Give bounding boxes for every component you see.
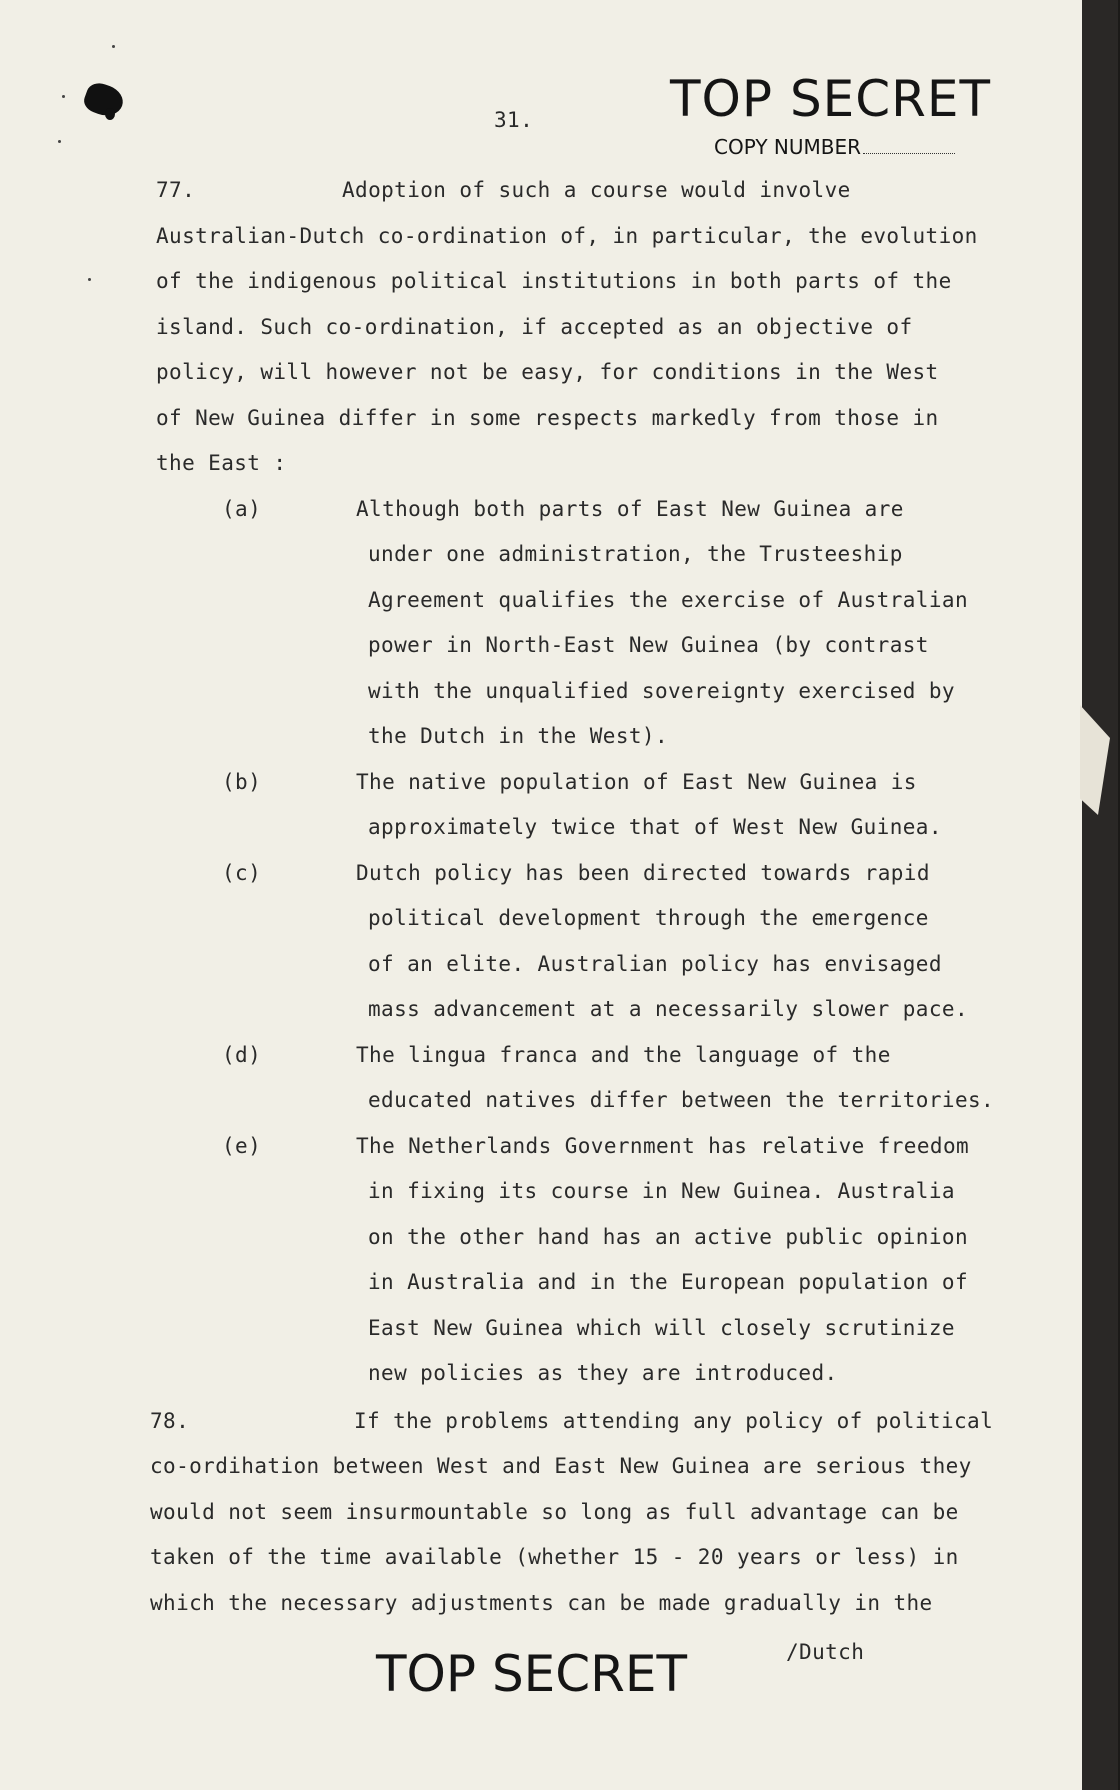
classification-footer: TOP SECRET [376,1645,688,1703]
list-item-line: in fixing its course in New Guinea. Australia [368,1179,955,1203]
paragraph-line: taken of the time available (whether 15 - 20 years or less) in [150,1545,959,1569]
paragraph-line: which the necessary adjustments can be made gradually in the [150,1590,933,1615]
list-item-line: East New Guinea which will closely scrutinize [368,1315,955,1340]
speck-mark [88,278,91,281]
paragraph-line: co-ordihation between West and East New Guinea are serious they [150,1454,972,1478]
catchword: /Dutch [786,1640,865,1664]
speck-mark [62,95,65,98]
paragraph-line: If the problems attending any policy of political [354,1408,994,1433]
paragraph-line: Australian-Dutch co-ordination of, in particular, the evolution [156,223,978,248]
paragraph-line: would not seem insurmountable so long as full advantage can be [150,1499,959,1524]
page-number: 31. [494,108,534,132]
speck-mark [58,140,61,143]
classification-header: TOP SECRET [670,70,992,128]
paragraph-number: 77. [156,178,196,202]
list-item-label: (e) [222,1133,262,1158]
paragraph-line: the East : [156,451,287,475]
torn-page-edge [1082,0,1118,1790]
list-item-line: Dutch policy has been directed towards rapid [356,860,930,885]
list-item-line: with the unqualified sovereignty exercised by [368,678,955,703]
list-item-line: Although both parts of East New Guinea are [356,496,904,521]
paragraph-line: island. Such co-ordination, if accepted as an objective of [156,314,913,339]
list-item-line: new policies as they are introduced. [368,1361,838,1385]
list-item-line: educated natives differ between the territories. [368,1088,995,1112]
list-item-label: (c) [222,860,262,885]
list-item-line: The lingua franca and the language of the [356,1042,891,1067]
copy-number-blank [863,153,955,154]
list-item-line: in Australia and in the European population of [368,1270,968,1294]
list-item-line: The Netherlands Government has relative freedom [356,1133,970,1158]
paragraph-line: policy, will however not be easy, for conditions in the West [156,360,939,384]
list-item-line: mass advancement at a necessarily slower pace. [368,997,968,1021]
list-item-line: of an elite. Australian policy has envisaged [368,951,942,976]
list-item-line: political development through the emergence [368,906,929,930]
list-item-line: The native population of East New Guinea is [356,769,917,794]
list-item-line: the Dutch in the West). [368,724,668,748]
copy-number-label: COPY NUMBER [714,135,862,159]
list-item-line: under one administration, the Trusteeship [368,542,903,566]
list-item-line: on the other hand has an active public opinion [368,1224,968,1249]
list-item-line: approximately twice that of West New Guinea. [368,815,942,839]
ink-blot-mark [81,79,127,120]
list-item-label: (a) [222,496,262,521]
list-item-label: (b) [222,769,262,794]
paragraph-line: of New Guinea differ in some respects markedly from those in [156,405,939,430]
list-item-line: Agreement qualifies the exercise of Australian [368,587,968,612]
paragraph-line: of the indigenous political institutions in both parts of the [156,269,952,293]
speck-mark [112,45,115,48]
paragraph-number: 78. [150,1408,190,1433]
list-item-label: (d) [222,1042,262,1067]
copy-number [714,135,955,159]
paragraph-line: Adoption of such a course would involve [342,178,851,202]
list-item-line: power in North-East New Guinea (by contrast [368,633,929,657]
ink-blot-mark [105,108,115,120]
